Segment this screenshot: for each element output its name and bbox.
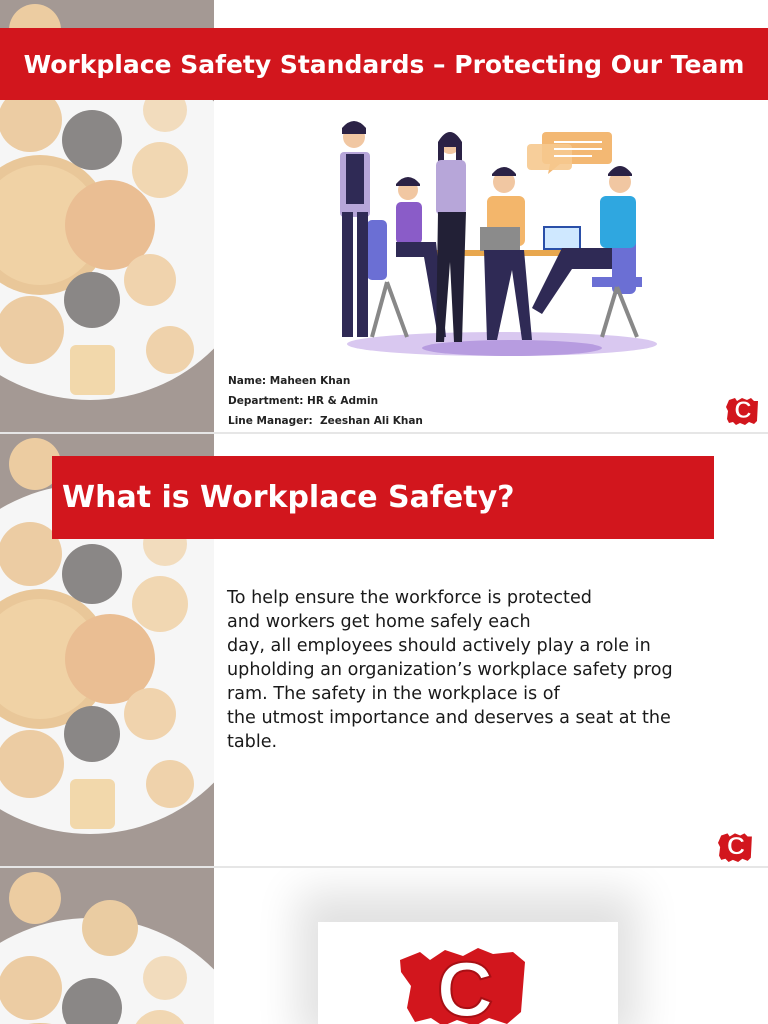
logo-card bbox=[318, 922, 618, 1024]
cookie-plate-photo bbox=[0, 868, 214, 1024]
paragraph-line: ram. The safety in the workplace is of bbox=[227, 684, 560, 704]
presenter-department: Department: HR & Admin bbox=[228, 395, 379, 407]
slide-logo bbox=[0, 868, 768, 1024]
presenter-line-manager: Line Manager: Zeeshan Ali Khan bbox=[228, 415, 423, 427]
section-banner bbox=[52, 456, 714, 539]
slide-definition bbox=[0, 434, 768, 866]
paragraph-line: the utmost importance and deserves a seat at the bbox=[227, 708, 671, 728]
company-c-logo bbox=[718, 827, 754, 863]
svg-text:C: C bbox=[726, 832, 746, 861]
svg-text:C: C bbox=[436, 945, 494, 1024]
paragraph-line: and workers get home safely each bbox=[227, 612, 531, 632]
definition-paragraph bbox=[227, 586, 727, 754]
page-title: Workplace Safety Standards – Protecting Our Team bbox=[23, 49, 745, 79]
svg-text:C: C bbox=[734, 397, 752, 424]
company-c-logo bbox=[726, 392, 760, 426]
slide-title bbox=[0, 0, 768, 432]
paragraph-line: day, all employees should actively play a role in bbox=[227, 636, 651, 656]
presenter-name: Name: Maheen Khan bbox=[228, 375, 351, 387]
paragraph-line: table. bbox=[227, 732, 278, 752]
title-banner bbox=[0, 28, 768, 100]
paragraph-line: upholding an organization’s workplace safety prog bbox=[227, 660, 673, 680]
presenter-info bbox=[228, 371, 423, 431]
paragraph-line: To help ensure the workforce is protected bbox=[227, 588, 592, 608]
company-c-logo bbox=[390, 940, 540, 1024]
section-heading: What is Workplace Safety? bbox=[62, 480, 515, 515]
team-meeting-illustration bbox=[312, 112, 672, 362]
